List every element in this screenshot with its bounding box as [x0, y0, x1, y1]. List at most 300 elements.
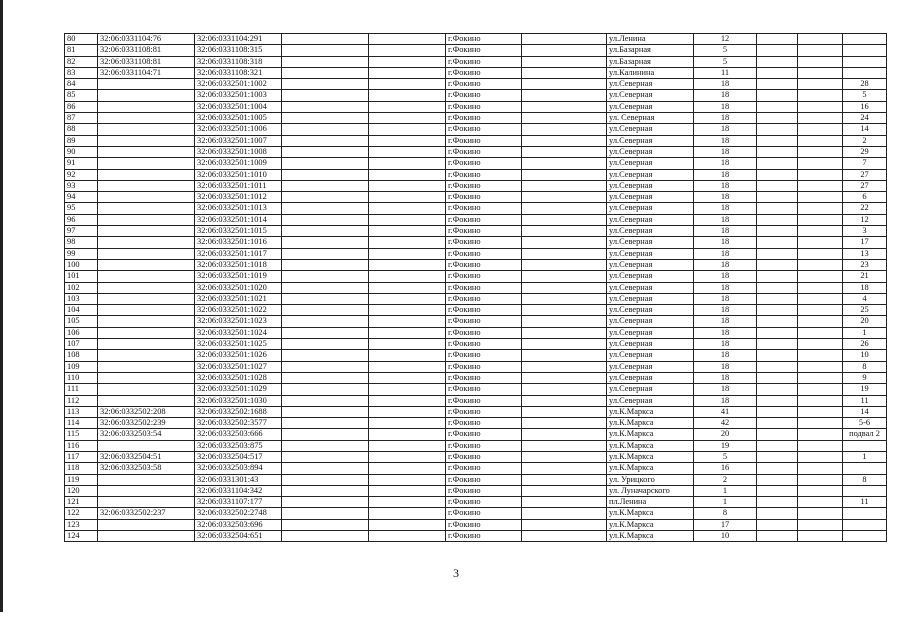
- street-cell: ул.Северная: [607, 339, 694, 350]
- table-row: [65, 485, 887, 496]
- previous-cadastral-number-cell: [98, 259, 195, 270]
- empty-cell: [757, 226, 798, 237]
- empty-cell: [369, 372, 446, 383]
- previous-cadastral-number-cell: [98, 101, 195, 112]
- house-number-cell: 18: [694, 395, 757, 406]
- row-number-cell: 81: [65, 45, 98, 56]
- previous-cadastral-number-cell: [98, 497, 195, 508]
- empty-cell: [798, 180, 843, 191]
- house-number-cell: 16: [694, 463, 757, 474]
- row-number-cell: 111: [65, 384, 98, 395]
- empty-cell: [369, 406, 446, 417]
- previous-cadastral-number-cell: [98, 282, 195, 293]
- previous-cadastral-number-cell: [98, 327, 195, 338]
- table-row: [65, 237, 887, 248]
- city-cell: г.Фокино: [446, 45, 522, 56]
- house-number-cell: 5: [694, 56, 757, 67]
- previous-cadastral-number-cell: [98, 440, 195, 451]
- registry-table-body: [65, 34, 887, 542]
- house-number-cell: 18: [694, 90, 757, 101]
- row-number-cell: 115: [65, 429, 98, 440]
- city-cell: г.Фокино: [446, 56, 522, 67]
- empty-cell: [522, 56, 607, 67]
- empty-cell: [522, 350, 607, 361]
- street-cell: ул.Базарная: [607, 45, 694, 56]
- apartment-cell: [843, 440, 887, 451]
- city-cell: г.Фокино: [446, 451, 522, 462]
- cadastral-number-cell: 32:06:0332501:1013: [195, 203, 282, 214]
- row-number-cell: 95: [65, 203, 98, 214]
- apartment-cell: 26: [843, 339, 887, 350]
- empty-cell: [522, 113, 607, 124]
- street-cell: ул.Северная: [607, 259, 694, 270]
- empty-cell: [798, 282, 843, 293]
- table-row: [65, 327, 887, 338]
- empty-cell: [369, 497, 446, 508]
- empty-cell: [757, 497, 798, 508]
- empty-cell: [757, 305, 798, 316]
- house-number-cell: 18: [694, 79, 757, 90]
- table-row: [65, 271, 887, 282]
- city-cell: г.Фокино: [446, 372, 522, 383]
- empty-cell: [369, 519, 446, 530]
- empty-cell: [798, 135, 843, 146]
- house-number-cell: 18: [694, 146, 757, 157]
- empty-cell: [282, 508, 369, 519]
- previous-cadastral-number-cell: [98, 293, 195, 304]
- cadastral-number-cell: 32:06:0332501:1012: [195, 192, 282, 203]
- empty-cell: [369, 158, 446, 169]
- row-number-cell: 104: [65, 305, 98, 316]
- street-cell: ул.Северная: [607, 361, 694, 372]
- street-cell: ул.Северная: [607, 203, 694, 214]
- empty-cell: [369, 56, 446, 67]
- empty-cell: [757, 169, 798, 180]
- empty-cell: [798, 327, 843, 338]
- apartment-cell: 3: [843, 226, 887, 237]
- city-cell: г.Фокино: [446, 101, 522, 112]
- empty-cell: [798, 67, 843, 78]
- previous-cadastral-number-cell: [98, 519, 195, 530]
- previous-cadastral-number-cell: 32:06:0332504:51: [98, 451, 195, 462]
- empty-cell: [369, 508, 446, 519]
- street-cell: ул.Ленина: [607, 34, 694, 45]
- row-number-cell: 89: [65, 135, 98, 146]
- empty-cell: [757, 271, 798, 282]
- house-number-cell: 18: [694, 316, 757, 327]
- row-number-cell: 121: [65, 497, 98, 508]
- previous-cadastral-number-cell: 32:06:0332503:54: [98, 429, 195, 440]
- city-cell: г.Фокино: [446, 282, 522, 293]
- cadastral-number-cell: 32:06:0332501:1026: [195, 350, 282, 361]
- row-number-cell: 123: [65, 519, 98, 530]
- cadastral-number-cell: 32:06:0332501:1024: [195, 327, 282, 338]
- house-number-cell: 18: [694, 158, 757, 169]
- empty-cell: [798, 146, 843, 157]
- empty-cell: [798, 45, 843, 56]
- row-number-cell: 120: [65, 485, 98, 496]
- empty-cell: [522, 531, 607, 542]
- previous-cadastral-number-cell: [98, 339, 195, 350]
- empty-cell: [522, 293, 607, 304]
- empty-cell: [369, 124, 446, 135]
- city-cell: г.Фокино: [446, 508, 522, 519]
- row-number-cell: 112: [65, 395, 98, 406]
- street-cell: ул. Луначарского: [607, 485, 694, 496]
- empty-cell: [282, 180, 369, 191]
- apartment-cell: подвал 2: [843, 429, 887, 440]
- cadastral-number-cell: 32:06:0332502:2748: [195, 508, 282, 519]
- street-cell: ул.К.Маркса: [607, 508, 694, 519]
- cadastral-number-cell: 32:06:0332501:1010: [195, 169, 282, 180]
- empty-cell: [798, 372, 843, 383]
- table-row: [65, 192, 887, 203]
- empty-cell: [757, 192, 798, 203]
- table-row: [65, 293, 887, 304]
- empty-cell: [522, 180, 607, 191]
- table-row: [65, 474, 887, 485]
- previous-cadastral-number-cell: [98, 248, 195, 259]
- empty-cell: [369, 384, 446, 395]
- empty-cell: [282, 519, 369, 530]
- empty-cell: [522, 372, 607, 383]
- row-number-cell: 105: [65, 316, 98, 327]
- empty-cell: [522, 440, 607, 451]
- table-row: [65, 214, 887, 225]
- empty-cell: [757, 395, 798, 406]
- apartment-cell: [843, 67, 887, 78]
- previous-cadastral-number-cell: [98, 316, 195, 327]
- row-number-cell: 94: [65, 192, 98, 203]
- empty-cell: [798, 192, 843, 203]
- empty-cell: [757, 56, 798, 67]
- street-cell: ул.Северная: [607, 169, 694, 180]
- empty-cell: [798, 34, 843, 45]
- row-number-cell: 101: [65, 271, 98, 282]
- previous-cadastral-number-cell: [98, 271, 195, 282]
- city-cell: г.Фокино: [446, 429, 522, 440]
- table-row: [65, 395, 887, 406]
- row-number-cell: 96: [65, 214, 98, 225]
- table-row: [65, 508, 887, 519]
- empty-cell: [757, 418, 798, 429]
- previous-cadastral-number-cell: [98, 192, 195, 203]
- city-cell: г.Фокино: [446, 519, 522, 530]
- empty-cell: [282, 158, 369, 169]
- table-row: [65, 67, 887, 78]
- previous-cadastral-number-cell: [98, 474, 195, 485]
- empty-cell: [522, 124, 607, 135]
- empty-cell: [522, 508, 607, 519]
- previous-cadastral-number-cell: [98, 124, 195, 135]
- table-row: [65, 56, 887, 67]
- empty-cell: [798, 519, 843, 530]
- city-cell: г.Фокино: [446, 214, 522, 225]
- house-number-cell: 41: [694, 406, 757, 417]
- empty-cell: [757, 463, 798, 474]
- street-cell: ул.Северная: [607, 124, 694, 135]
- apartment-cell: 13: [843, 248, 887, 259]
- row-number-cell: 92: [65, 169, 98, 180]
- empty-cell: [757, 282, 798, 293]
- table-row: [65, 45, 887, 56]
- cadastral-number-cell: 32:06:0332501:1030: [195, 395, 282, 406]
- previous-cadastral-number-cell: [98, 350, 195, 361]
- row-number-cell: 119: [65, 474, 98, 485]
- cadastral-number-cell: 32:06:0332503:894: [195, 463, 282, 474]
- city-cell: г.Фокино: [446, 474, 522, 485]
- city-cell: г.Фокино: [446, 327, 522, 338]
- empty-cell: [369, 531, 446, 542]
- empty-cell: [757, 259, 798, 270]
- city-cell: г.Фокино: [446, 226, 522, 237]
- empty-cell: [522, 305, 607, 316]
- empty-cell: [757, 113, 798, 124]
- house-number-cell: 18: [694, 135, 757, 146]
- house-number-cell: 12: [694, 34, 757, 45]
- empty-cell: [369, 474, 446, 485]
- city-cell: г.Фокино: [446, 406, 522, 417]
- city-cell: г.Фокино: [446, 395, 522, 406]
- empty-cell: [757, 327, 798, 338]
- cadastral-number-cell: 32:06:0332501:1022: [195, 305, 282, 316]
- cadastral-number-cell: 32:06:0332501:1017: [195, 248, 282, 259]
- row-number-cell: 91: [65, 158, 98, 169]
- empty-cell: [522, 45, 607, 56]
- apartment-cell: 27: [843, 180, 887, 191]
- empty-cell: [369, 418, 446, 429]
- empty-cell: [522, 485, 607, 496]
- table-row: [65, 361, 887, 372]
- previous-cadastral-number-cell: 32:06:0332502:237: [98, 508, 195, 519]
- cadastral-number-cell: 32:06:0332501:1028: [195, 372, 282, 383]
- city-cell: г.Фокино: [446, 497, 522, 508]
- empty-cell: [757, 451, 798, 462]
- previous-cadastral-number-cell: [98, 214, 195, 225]
- house-number-cell: 10: [694, 531, 757, 542]
- house-number-cell: 18: [694, 113, 757, 124]
- street-cell: ул.Северная: [607, 237, 694, 248]
- cadastral-number-cell: 32:06:0332501:1015: [195, 226, 282, 237]
- street-cell: ул.К.Маркса: [607, 406, 694, 417]
- cadastral-number-cell: 32:06:0332501:1007: [195, 135, 282, 146]
- table-row: [65, 259, 887, 270]
- cadastral-number-cell: 32:06:0332501:1029: [195, 384, 282, 395]
- empty-cell: [369, 451, 446, 462]
- empty-cell: [757, 485, 798, 496]
- empty-cell: [798, 418, 843, 429]
- empty-cell: [757, 34, 798, 45]
- empty-cell: [522, 192, 607, 203]
- house-number-cell: 8: [694, 508, 757, 519]
- city-cell: г.Фокино: [446, 135, 522, 146]
- row-number-cell: 97: [65, 226, 98, 237]
- house-number-cell: 5: [694, 45, 757, 56]
- cadastral-number-cell: 32:06:0332501:1004: [195, 101, 282, 112]
- empty-cell: [369, 113, 446, 124]
- empty-cell: [369, 45, 446, 56]
- previous-cadastral-number-cell: 32:06:0331104:76: [98, 34, 195, 45]
- house-number-cell: 18: [694, 203, 757, 214]
- cadastral-number-cell: 32:06:0332501:1018: [195, 259, 282, 270]
- row-number-cell: 93: [65, 180, 98, 191]
- street-cell: ул.Северная: [607, 79, 694, 90]
- empty-cell: [369, 440, 446, 451]
- empty-cell: [369, 79, 446, 90]
- empty-cell: [282, 79, 369, 90]
- house-number-cell: 18: [694, 327, 757, 338]
- house-number-cell: 11: [694, 67, 757, 78]
- table-row: [65, 226, 887, 237]
- empty-cell: [369, 350, 446, 361]
- empty-cell: [522, 519, 607, 530]
- previous-cadastral-number-cell: [98, 305, 195, 316]
- empty-cell: [282, 135, 369, 146]
- empty-cell: [522, 316, 607, 327]
- cadastral-number-cell: 32:06:0331108:318: [195, 56, 282, 67]
- row-number-cell: 116: [65, 440, 98, 451]
- apartment-cell: 9: [843, 372, 887, 383]
- empty-cell: [757, 101, 798, 112]
- empty-cell: [798, 248, 843, 259]
- cadastral-number-cell: 32:06:0332502:3577: [195, 418, 282, 429]
- row-number-cell: 90: [65, 146, 98, 157]
- cadastral-number-cell: 32:06:0331108:315: [195, 45, 282, 56]
- house-number-cell: 19: [694, 440, 757, 451]
- empty-cell: [798, 124, 843, 135]
- empty-cell: [369, 101, 446, 112]
- cadastral-number-cell: 32:06:0332501:1019: [195, 271, 282, 282]
- house-number-cell: 18: [694, 180, 757, 191]
- previous-cadastral-number-cell: [98, 79, 195, 90]
- table-row: [65, 339, 887, 350]
- city-cell: г.Фокино: [446, 316, 522, 327]
- house-number-cell: 18: [694, 124, 757, 135]
- cadastral-number-cell: 32:06:0332504:651: [195, 531, 282, 542]
- empty-cell: [369, 316, 446, 327]
- previous-cadastral-number-cell: 32:06:0332503:58: [98, 463, 195, 474]
- empty-cell: [282, 169, 369, 180]
- empty-cell: [798, 203, 843, 214]
- empty-cell: [282, 113, 369, 124]
- empty-cell: [522, 474, 607, 485]
- empty-cell: [282, 248, 369, 259]
- table-row: [65, 372, 887, 383]
- previous-cadastral-number-cell: [98, 169, 195, 180]
- empty-cell: [282, 339, 369, 350]
- empty-cell: [282, 350, 369, 361]
- empty-cell: [798, 497, 843, 508]
- apartment-cell: 21: [843, 271, 887, 282]
- house-number-cell: 18: [694, 271, 757, 282]
- empty-cell: [522, 406, 607, 417]
- row-number-cell: 113: [65, 406, 98, 417]
- street-cell: пл.Ленина: [607, 497, 694, 508]
- empty-cell: [282, 440, 369, 451]
- empty-cell: [757, 531, 798, 542]
- table-row: [65, 146, 887, 157]
- empty-cell: [369, 248, 446, 259]
- cadastral-number-cell: 32:06:0332501:1005: [195, 113, 282, 124]
- apartment-cell: 24: [843, 113, 887, 124]
- table-row: [65, 406, 887, 417]
- house-number-cell: 1: [694, 497, 757, 508]
- cadastral-number-cell: 32:06:0332501:1021: [195, 293, 282, 304]
- apartment-cell: [843, 519, 887, 530]
- empty-cell: [282, 67, 369, 78]
- empty-cell: [757, 203, 798, 214]
- empty-cell: [798, 451, 843, 462]
- empty-cell: [757, 214, 798, 225]
- apartment-cell: [843, 56, 887, 67]
- empty-cell: [282, 372, 369, 383]
- apartment-cell: 5: [843, 90, 887, 101]
- apartment-cell: 16: [843, 101, 887, 112]
- street-cell: ул. Урицкого: [607, 474, 694, 485]
- street-cell: ул.Северная: [607, 101, 694, 112]
- apartment-cell: 17: [843, 237, 887, 248]
- house-number-cell: 18: [694, 259, 757, 270]
- empty-cell: [282, 429, 369, 440]
- street-cell: ул.К.Маркса: [607, 440, 694, 451]
- street-cell: ул.Северная: [607, 271, 694, 282]
- street-cell: ул.К.Маркса: [607, 451, 694, 462]
- empty-cell: [757, 79, 798, 90]
- empty-cell: [522, 282, 607, 293]
- street-cell: ул.Северная: [607, 316, 694, 327]
- empty-cell: [282, 45, 369, 56]
- cadastral-number-cell: 32:06:0332503:696: [195, 519, 282, 530]
- street-cell: ул.Северная: [607, 350, 694, 361]
- previous-cadastral-number-cell: [98, 158, 195, 169]
- cadastral-number-cell: 32:06:0331104:342: [195, 485, 282, 496]
- house-number-cell: 18: [694, 339, 757, 350]
- apartment-cell: 6: [843, 192, 887, 203]
- street-cell: ул.К.Маркса: [607, 418, 694, 429]
- row-number-cell: 80: [65, 34, 98, 45]
- empty-cell: [798, 316, 843, 327]
- empty-cell: [282, 463, 369, 474]
- apartment-cell: 22: [843, 203, 887, 214]
- apartment-cell: 12: [843, 214, 887, 225]
- row-number-cell: 109: [65, 361, 98, 372]
- row-number-cell: 99: [65, 248, 98, 259]
- cadastral-number-cell: 32:06:0332501:1014: [195, 214, 282, 225]
- row-number-cell: 117: [65, 451, 98, 462]
- empty-cell: [798, 384, 843, 395]
- table-row: [65, 350, 887, 361]
- empty-cell: [798, 293, 843, 304]
- row-number-cell: 122: [65, 508, 98, 519]
- empty-cell: [757, 146, 798, 157]
- property-registry-table: [64, 33, 887, 542]
- previous-cadastral-number-cell: [98, 113, 195, 124]
- house-number-cell: 18: [694, 214, 757, 225]
- empty-cell: [369, 429, 446, 440]
- street-cell: ул.Северная: [607, 192, 694, 203]
- cadastral-number-cell: 32:06:0332501:1025: [195, 339, 282, 350]
- empty-cell: [798, 56, 843, 67]
- house-number-cell: 2: [694, 474, 757, 485]
- table-row: [65, 158, 887, 169]
- empty-cell: [757, 508, 798, 519]
- street-cell: ул.К.Маркса: [607, 463, 694, 474]
- table-row: [65, 440, 887, 451]
- empty-cell: [282, 418, 369, 429]
- row-number-cell: 106: [65, 327, 98, 338]
- empty-cell: [798, 305, 843, 316]
- empty-cell: [369, 146, 446, 157]
